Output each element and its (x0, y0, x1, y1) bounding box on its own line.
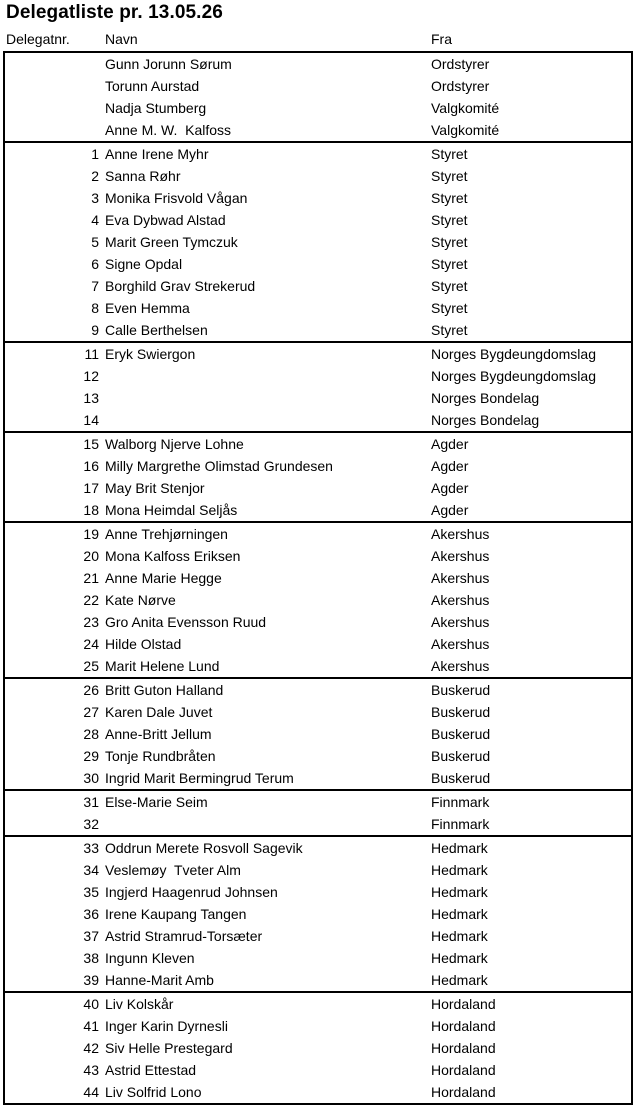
delegate-from: Hordaland (431, 1062, 496, 1078)
table-row (5, 275, 631, 297)
delegate-group (3, 677, 633, 791)
delegate-from: Norges Bondelag (431, 390, 540, 406)
delegate-name: Anne Irene Myhr (105, 146, 209, 162)
delegate-name: Britt Guton Halland (105, 682, 224, 698)
table-row (5, 75, 631, 97)
table-row (5, 119, 631, 141)
delegate-number: 20 (83, 548, 99, 564)
delegate-from: Agder (431, 436, 469, 452)
delegate-group (3, 789, 633, 837)
delegate-number: 3 (91, 190, 99, 206)
delegate-name: Anne Marie Hegge (105, 570, 222, 586)
delegate-name: Mona Kalfoss Eriksen (105, 548, 241, 564)
table-row (5, 925, 631, 947)
table-row (5, 993, 631, 1015)
delegate-name: Signe Opdal (105, 256, 183, 272)
delegate-number: 22 (83, 592, 99, 608)
column-header-name: Navn (105, 31, 138, 47)
delegate-name: Mona Heimdal Seljås (105, 502, 238, 518)
delegate-name: May Brit Stenjor (105, 480, 205, 496)
table-row (5, 723, 631, 745)
delegate-from: Styret (431, 212, 468, 228)
delegate-from: Norges Bygdeungdomslag (431, 346, 596, 362)
delegate-from: Finnmark (431, 794, 490, 810)
table-row (5, 231, 631, 253)
delegate-number: 5 (91, 234, 99, 250)
delegate-from: Ordstyrer (431, 78, 490, 94)
delegate-number: 40 (83, 996, 99, 1012)
delegate-group (3, 991, 633, 1105)
delegate-from: Akershus (431, 526, 490, 542)
delegate-name: Monika Frisvold Vågan (105, 190, 248, 206)
delegate-name: Borghild Grav Strekerud (105, 278, 256, 294)
delegate-name: Irene Kaupang Tangen (105, 906, 247, 922)
column-header-from: Fra (431, 31, 452, 47)
delegate-from: Akershus (431, 636, 490, 652)
delegate-name: Nadja Stumberg (105, 100, 207, 116)
delegate-from: Hedmark (431, 906, 488, 922)
delegate-from: Buskerud (431, 748, 491, 764)
delegate-name: Eva Dybwad Alstad (105, 212, 226, 228)
delegate-name: Anne Trehjørningen (105, 526, 228, 542)
table-row (5, 1015, 631, 1037)
delegate-number: 2 (91, 168, 99, 184)
delegate-number: 4 (91, 212, 99, 228)
table-row (5, 97, 631, 119)
delegate-from: Hordaland (431, 1018, 496, 1034)
delegate-number: 33 (83, 840, 99, 856)
delegate-from: Hedmark (431, 972, 488, 988)
delegate-number: 16 (83, 458, 99, 474)
table-row (5, 881, 631, 903)
delegate-number: 28 (83, 726, 99, 742)
delegate-number: 44 (83, 1084, 99, 1100)
delegate-from: Styret (431, 190, 468, 206)
delegate-from: Buskerud (431, 770, 491, 786)
delegate-number: 35 (83, 884, 99, 900)
delegate-group (3, 141, 633, 343)
delegate-number: 9 (91, 322, 99, 338)
delegate-number: 42 (83, 1040, 99, 1056)
delegate-group (3, 431, 633, 523)
delegate-name: Hilde Olstad (105, 636, 182, 652)
delegate-number: 7 (91, 278, 99, 294)
table-row (5, 1081, 631, 1103)
delegate-from: Styret (431, 322, 468, 338)
delegate-from: Hedmark (431, 950, 488, 966)
delegate-from: Agder (431, 458, 469, 474)
delegate-table (3, 51, 633, 1105)
table-row (5, 1037, 631, 1059)
delegate-from: Styret (431, 256, 468, 272)
delegate-number: 15 (83, 436, 99, 452)
delegate-from: Buskerud (431, 726, 491, 742)
delegate-from: Finnmark (431, 816, 490, 832)
table-row (5, 409, 631, 431)
delegate-number: 38 (83, 950, 99, 966)
delegate-number: 34 (83, 862, 99, 878)
delegate-name: Even Hemma (105, 300, 190, 316)
delegate-from: Hordaland (431, 1040, 496, 1056)
delegate-number: 27 (83, 704, 99, 720)
delegate-from: Akershus (431, 570, 490, 586)
delegate-number: 24 (83, 636, 99, 652)
delegate-name: Ingunn Kleven (105, 950, 195, 966)
delegate-from: Buskerud (431, 704, 491, 720)
delegate-name: Eryk Swiergon (105, 346, 196, 362)
delegate-number: 31 (83, 794, 99, 810)
delegate-name: Liv Kolskår (105, 996, 174, 1012)
table-row (5, 165, 631, 187)
delegate-from: Norges Bygdeungdomslag (431, 368, 596, 384)
delegate-number: 32 (83, 816, 99, 832)
table-row (5, 745, 631, 767)
table-row (5, 253, 631, 275)
delegate-name: Siv Helle Prestegard (105, 1040, 233, 1056)
delegate-number: 8 (91, 300, 99, 316)
table-row (5, 589, 631, 611)
delegate-group (3, 341, 633, 433)
delegate-name: Kate Nørve (105, 592, 176, 608)
delegate-from: Hedmark (431, 928, 488, 944)
delegate-number: 19 (83, 526, 99, 542)
table-row (5, 343, 631, 365)
table-row (5, 523, 631, 545)
delegate-number: 6 (91, 256, 99, 272)
table-row (5, 969, 631, 991)
delegate-number: 26 (83, 682, 99, 698)
delegate-name: Milly Margrethe Olimstad Grundesen (105, 458, 333, 474)
table-row (5, 477, 631, 499)
delegate-from: Hedmark (431, 862, 488, 878)
delegate-number: 1 (91, 146, 99, 162)
table-row (5, 633, 631, 655)
delegate-from: Ordstyrer (431, 56, 490, 72)
delegate-name: Tonje Rundbråten (105, 748, 216, 764)
table-row (5, 813, 631, 835)
table-row (5, 655, 631, 677)
table-row (5, 455, 631, 477)
delegate-name: Hanne-Marit Amb (105, 972, 214, 988)
delegate-number: 41 (83, 1018, 99, 1034)
table-row (5, 859, 631, 881)
delegate-from: Styret (431, 168, 468, 184)
delegate-name: Karen Dale Juvet (105, 704, 213, 720)
delegate-number: 18 (83, 502, 99, 518)
delegate-number: 29 (83, 748, 99, 764)
delegate-name: Sanna Røhr (105, 168, 181, 184)
delegate-name: Gro Anita Evensson Ruud (105, 614, 267, 630)
table-row (5, 611, 631, 633)
table-row (5, 767, 631, 789)
delegate-number: 37 (83, 928, 99, 944)
delegate-name: Anne M. W. Kalfoss (105, 122, 232, 138)
delegate-number: 13 (83, 390, 99, 406)
delegate-from: Akershus (431, 658, 490, 674)
table-row (5, 545, 631, 567)
delegate-number: 21 (83, 570, 99, 586)
delegate-name: Astrid Stramrud-Torsæter (105, 928, 263, 944)
delegate-name: Marit Green Tymczuk (105, 234, 238, 250)
delegate-from: Norges Bondelag (431, 412, 540, 428)
table-row (5, 319, 631, 341)
table-row (5, 903, 631, 925)
delegate-name: Oddrun Merete Rosvoll Sagevik (105, 840, 303, 856)
delegate-number: 11 (84, 346, 99, 362)
delegate-number: 14 (83, 412, 99, 428)
delegate-name: Marit Helene Lund (105, 658, 220, 674)
delegate-number: 12 (83, 368, 99, 384)
delegate-from: Hordaland (431, 1084, 496, 1100)
delegate-group (3, 835, 633, 993)
table-row (5, 387, 631, 409)
delegate-number: 36 (83, 906, 99, 922)
delegate-from: Akershus (431, 614, 490, 630)
delegate-from: Hedmark (431, 884, 488, 900)
column-header-delegate-number: Delegatnr. (6, 31, 70, 47)
table-row (5, 791, 631, 813)
table-row (5, 1059, 631, 1081)
delegate-name: Veslemøy Tveter Alm (105, 862, 241, 878)
delegate-from: Styret (431, 234, 468, 250)
delegate-from: Akershus (431, 592, 490, 608)
page-title: Delegatliste pr. 13.05.26 (6, 2, 223, 23)
table-row (5, 187, 631, 209)
delegate-name: Ingjerd Haagenrud Johnsen (105, 884, 278, 900)
table-row (5, 143, 631, 165)
delegate-group (3, 521, 633, 679)
table-row (5, 365, 631, 387)
delegate-number: 39 (83, 972, 99, 988)
delegate-name: Ingrid Marit Bermingrud Terum (105, 770, 294, 786)
delegate-name: Calle Berthelsen (105, 322, 208, 338)
delegate-from: Valgkomité (431, 100, 500, 116)
table-row (5, 679, 631, 701)
delegate-from: Hedmark (431, 840, 488, 856)
delegate-from: Styret (431, 300, 468, 316)
delegate-name: Anne-Britt Jellum (105, 726, 212, 742)
table-row (5, 701, 631, 723)
table-row (5, 567, 631, 589)
delegate-from: Agder (431, 480, 469, 496)
table-row (5, 53, 631, 75)
table-row (5, 837, 631, 859)
delegate-number: 23 (83, 614, 99, 630)
delegate-from: Agder (431, 502, 469, 518)
delegate-name: Astrid Ettestad (105, 1062, 197, 1078)
delegate-from: Styret (431, 278, 468, 294)
delegate-group (3, 51, 633, 143)
delegate-from: Akershus (431, 548, 490, 564)
table-row (5, 297, 631, 319)
delegate-from: Styret (431, 146, 468, 162)
delegate-from: Buskerud (431, 682, 491, 698)
table-row (5, 433, 631, 455)
delegate-number: 17 (83, 480, 99, 496)
delegate-name: Else-Marie Seim (105, 794, 208, 810)
delegate-from: Hordaland (431, 996, 496, 1012)
table-row (5, 499, 631, 521)
delegate-name: Inger Karin Dyrnesli (105, 1018, 228, 1034)
delegate-number: 43 (83, 1062, 99, 1078)
table-row (5, 209, 631, 231)
delegate-number: 25 (83, 658, 99, 674)
table-row (5, 947, 631, 969)
delegate-number: 30 (83, 770, 99, 786)
delegate-name: Walborg Njerve Lohne (105, 436, 244, 452)
delegate-from: Valgkomité (431, 122, 500, 138)
delegate-name: Liv Solfrid Lono (105, 1084, 202, 1100)
delegate-name: Gunn Jorunn Sørum (105, 56, 232, 72)
delegate-name: Torunn Aurstad (105, 78, 200, 94)
